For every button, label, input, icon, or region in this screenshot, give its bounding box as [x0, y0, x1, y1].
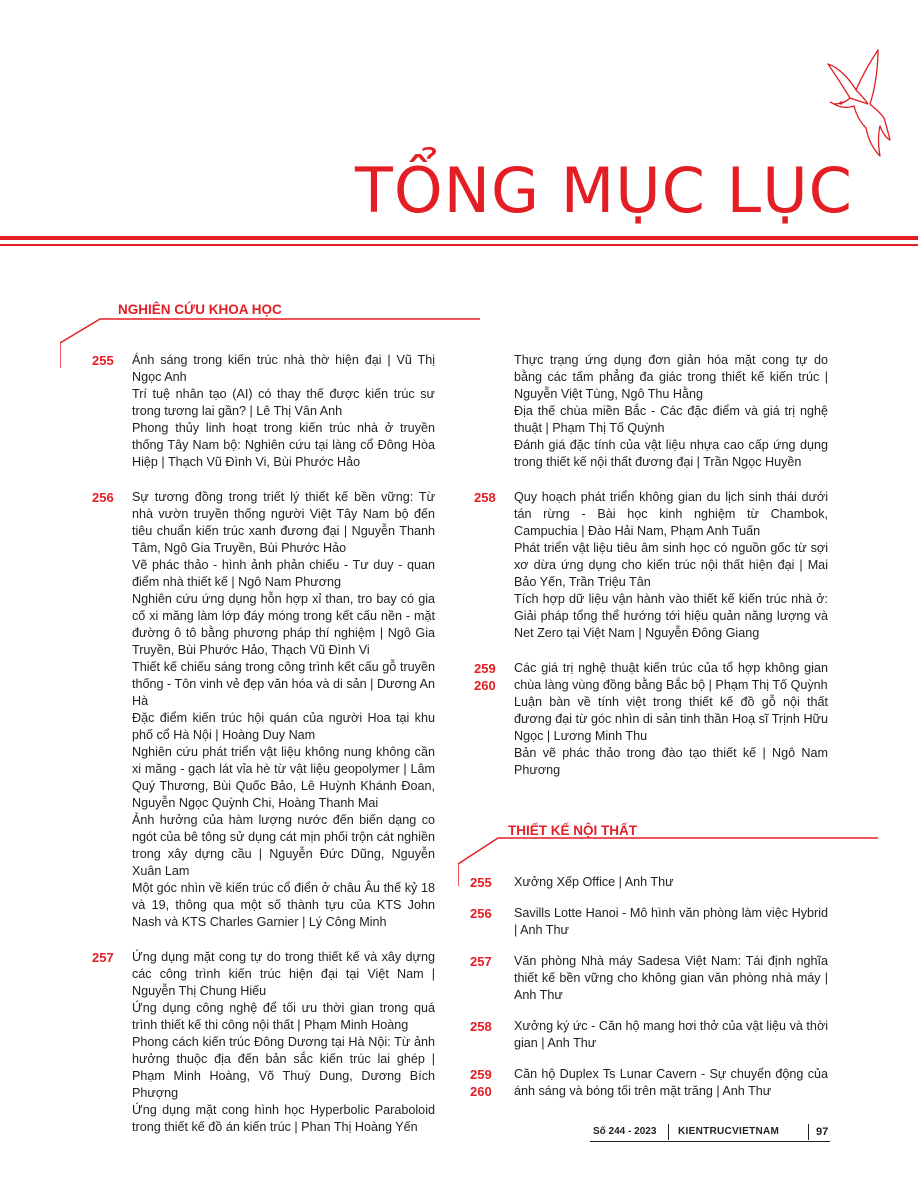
issue-number-value: 260 [474, 678, 496, 693]
footer-divider-2 [808, 1124, 809, 1140]
issue-number-value: 257 [470, 954, 492, 969]
header-rule-bottom [0, 244, 918, 246]
article-title: Luận bàn về tính việt trong thiết kế đồ gỗ nội thất đương đại từ góc nhìn di sản tinh thần Hoạ sĩ Trịnh Hữu Ngọc | Lương Minh Thu [514, 695, 828, 743]
issue-number-value: 259 [470, 1067, 492, 1082]
issue-number [92, 352, 122, 369]
article-title: Xưởng ký ức - Căn hộ mang hơi thở của vật liệu và thời gian | Anh Thư [514, 1019, 828, 1050]
toc-entry [470, 1018, 828, 1052]
toc-entry [470, 1066, 828, 1100]
article-title: Ứng dụng mặt cong hình học Hyperbolic Paraboloid trong thiết kế đồ án kiến trúc | Phan Thị Hoàng Yến [132, 1103, 435, 1134]
article-title: Phong thủy linh hoạt trong kiến trúc nhà ở truyền thống Tây Nam bộ: Nghiên cứu tại làng cổ Đông Hòa Hiệp | Thạch Vũ Đình Vi, Bùi Phước Hảo [132, 421, 435, 469]
issue-number [92, 949, 122, 966]
article-title: Thực trạng ứng dụng đơn giản hóa mặt cong tự do bằng các tấm phẳng đa giác trong thiết kế kiến trúc | Nguyễn Việt Tùng, Ngô Thu Hằng [514, 353, 828, 401]
toc-entry [92, 949, 435, 1136]
issue-number-value: 256 [470, 906, 492, 921]
article-title: Quy hoạch phát triển không gian du lịch sinh thái dưới tán rừng - Bài học kinh nghiệm từ Chambok, Campuchia | Đào Hải Nam, Phạm Anh Tuấn [514, 490, 828, 538]
toc-entry [474, 489, 828, 642]
article-title: Ứng dụng công nghệ để tối ưu thời gian trong quá trình thiết kế thi công nội thất | Phạm Minh Hoàng [132, 1001, 435, 1032]
issue-number [92, 489, 122, 506]
issue-number [474, 489, 504, 506]
issue-number-value: 259 [474, 661, 496, 676]
toc-column-right-top [474, 352, 828, 797]
article-title: Ứng dụng mặt cong tự do trong thiết kế và xây dựng các công trình kiến trúc hiện đại tại Việt Nam | Nguyễn Thị Chung Hiếu [132, 950, 435, 998]
article-title: Phong cách kiến trúc Đông Dương tại Hà Nội: Từ ảnh hưởng thuộc địa đến bản sắc kiến trúc lai ghép | Phạm Minh Hoàng, Võ Thuỳ Dung, Dương Bích Phượng [132, 1035, 435, 1100]
issue-number [470, 1066, 500, 1100]
issue-number-value: 256 [92, 490, 114, 505]
issue-number [470, 1018, 500, 1035]
issue-number [474, 660, 504, 694]
issue-number-value: 258 [474, 490, 496, 505]
article-title: Đánh giá đặc tính của vật liệu nhựa cao cấp ứng dụng trong thiết kế nội thất đương đại | Trần Ngọc Huyền [514, 438, 828, 469]
article-title: Tích hợp dữ liệu vận hành vào thiết kế kiến trúc nhà ở: Giải pháp tổng thể hướng tới hiệu quản năng lượng và Net Zero tại Việt Nam | Nguyễn Đông Giang [514, 592, 828, 640]
issue-number-value: 257 [92, 950, 114, 965]
article-title: Một góc nhìn về kiến trúc cổ điển ở châu Âu thế kỷ 18 và 19, thông qua một số thành tựu của KTS John Nash và KTS Charles Garnier | Lý Công Minh [132, 881, 435, 929]
article-title: Sự tương đồng trong triết lý thiết kế bền vững: Từ nhà vườn truyền thống người Việt Tây Nam bộ đến tiêu chuẩn kiến trúc xanh đương đại | Nguyễn Thanh Tâm, Ngô Gia Truyền, Bùi Phước Hảo [132, 490, 435, 555]
article-title: Ánh sáng trong kiến trúc nhà thờ hiện đại | Vũ Thị Ngọc Anh [132, 353, 435, 384]
issue-number [470, 905, 500, 922]
article-title: Văn phòng Nhà máy Sadesa Việt Nam: Tái định nghĩa thiết kế bền vững cho không gian văn phòng nhà máy | Anh Thư [514, 954, 828, 1002]
footer-divider [668, 1124, 669, 1140]
article-title: Đặc điểm kiến trúc hội quán của người Hoa tại khu phố cổ Hà Nội | Hoàng Duy Nam [132, 711, 435, 742]
footer-magazine: KIENTRUCVIETNAM [678, 1126, 780, 1137]
swallow-icon [810, 42, 900, 162]
article-title: Thiết kế chiếu sáng trong công trình kết cấu gỗ truyền thống - Tôn vinh vẻ đẹp văn hóa và di sản | Dương An Hà [132, 660, 435, 708]
issue-number-value: 255 [92, 353, 114, 368]
article-title: Savills Lotte Hanoi - Mô hình văn phòng làm việc Hybrid | Anh Thư [514, 906, 828, 937]
page-title: TỔNG MỤC LỤC [355, 154, 853, 227]
article-title: Trí tuệ nhân tạo (AI) có thay thế được kiến trúc sư trong tương lai gần? | Lê Thị Vân Anh [132, 387, 435, 418]
section-title-interior: THIẾT KẾ NỘI THẤT [508, 823, 637, 838]
page-number: 97 [816, 1126, 829, 1138]
article-title: Vẽ phác thảo - hình ảnh phản chiếu - Tư duy - quan điểm nhà thiết kế | Ngô Nam Phương [132, 558, 435, 589]
section-title-research: NGHIÊN CỨU KHOA HỌC [118, 302, 282, 317]
header-rule-top [0, 236, 918, 240]
article-title: Xưởng Xếp Office | Anh Thư [514, 875, 674, 889]
toc-entry [92, 489, 435, 931]
article-title: Ảnh hưởng của hàm lượng nước đến biến dạng co ngót của bê tông sử dụng cát mịn phối trộn cát nghiền trong xây dựng cầu | Nguyễn Đức Dũng, Nguyễn Xuân Lam [132, 813, 435, 878]
article-title: Địa thế chùa miền Bắc - Các đặc điểm và giá trị nghệ thuật | Phạm Thị Tố Quỳnh [514, 404, 828, 435]
footer-rule [590, 1141, 830, 1142]
toc-entry [92, 352, 435, 471]
article-title: Phát triển vật liệu tiêu âm sinh học có nguồn gốc từ sợi xơ dừa ứng dụng cho kiến trúc nội thất hiện đại | Mai Bảo Yến, Trần Triệu Tân [514, 541, 828, 589]
article-title: Bản vẽ phác thảo trong đào tạo thiết kế | Ngô Nam Phương [514, 746, 828, 777]
article-title: Căn hộ Duplex Ts Lunar Cavern - Sự chuyển động của ánh sáng và bóng tối trên mặt trăng | Anh Thư [514, 1067, 828, 1098]
issue-number-value: 260 [470, 1084, 492, 1099]
issue-number-value: 258 [470, 1019, 492, 1034]
toc-entry [470, 905, 828, 939]
issue-number [470, 953, 500, 970]
toc-column-left [92, 352, 435, 1154]
article-title: Nghiên cứu ứng dụng hỗn hợp xỉ than, tro bay có gia cố xi măng làm lớp đáy móng trong kết cấu nền - mặt đường ô tô bằng phương pháp thí nghiệm | Ngô Gia Truyền, Bùi Phước Hảo, Thạch Vũ Đình Vi [132, 592, 435, 657]
article-title: Các giá trị nghệ thuật kiến trúc của tổ hợp không gian chùa làng vùng đồng bằng Bắc bộ | Phạm Thị Tố Quỳnh [514, 661, 828, 692]
toc-entry [470, 953, 828, 1004]
article-title: Nghiên cứu phát triển vật liệu không nung không cần xi măng - gạch lát vỉa hè từ vật liệu geopolymer | Lâm Quý Thương, Bùi Quốc Bảo, Lê Huỳnh Khánh Đoan, Nguyễn Ngọc Quỳnh Chi, Hoàng Thanh Mai [132, 745, 435, 810]
footer-issue: Số 244 - 2023 [593, 1126, 657, 1137]
toc-column-interior [470, 874, 828, 1114]
issue-number [470, 874, 500, 891]
toc-entry [514, 352, 828, 471]
toc-entry [470, 874, 828, 891]
issue-number-value: 255 [470, 875, 492, 890]
toc-entry [474, 660, 828, 779]
